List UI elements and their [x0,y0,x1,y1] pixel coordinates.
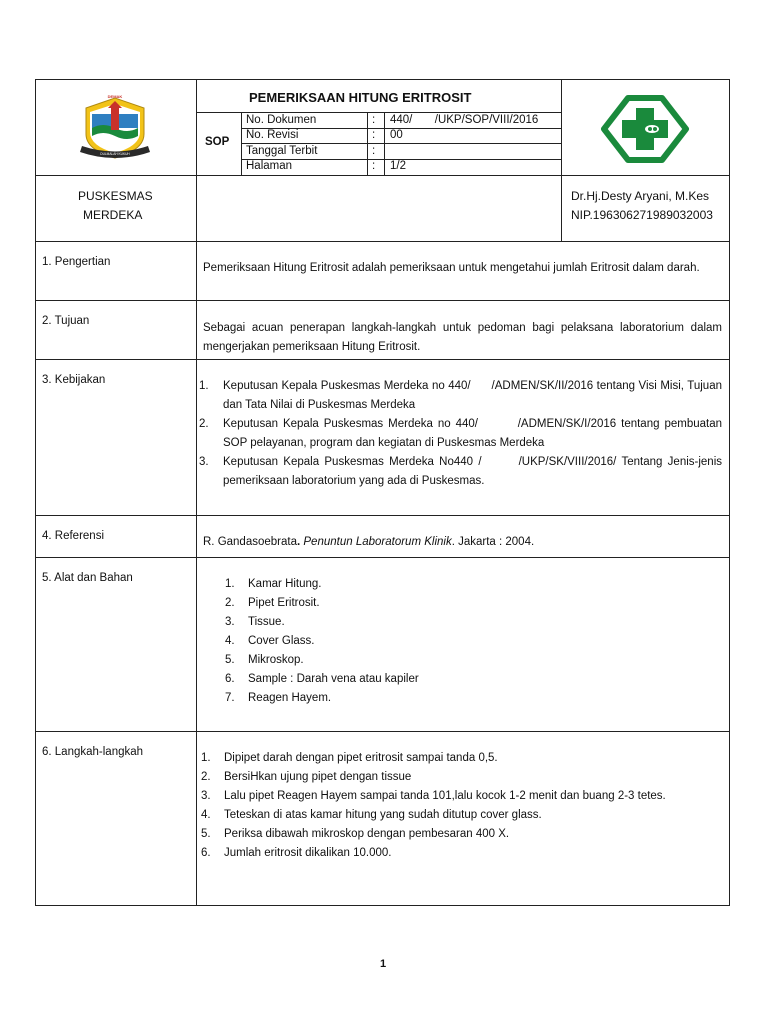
list-item [199,453,726,491]
section-text-tujuan: Sebagai acuan penerapan langkah-langkah untuk pedoman bagi pelaksana laboratorium dalam mengerjakan pemeriksaan Hitung Eritrosit. [203,322,722,353]
org-name-line1: PUSKESMAS [78,189,153,203]
svg-text:DEMAK: DEMAK [107,94,123,99]
list-item-number: 5. [201,828,211,840]
list-item-number: 3. [199,456,209,468]
signer-name: Dr.Hj.Desty Aryani, M.Kes [571,189,710,203]
list-item-number: 3. [225,616,235,628]
field-sep: : [372,129,376,141]
list-item-text: Keputusan Kepala Puskesmas Merdeka no 440/ /ADMEN/SK/I/2016 tentang pembuatan SOP pelayanan, program dan kegiatan di Puskesmas Merdeka [223,418,726,449]
list-item [201,768,722,787]
list-item [199,415,726,453]
list-item-number: 6. [225,673,235,685]
section-label-kebijakan: 3. Kebijakan [42,374,106,386]
list-item-text: Dipipet darah dengan pipet eritrosit sampai tanda 0,5. [224,752,498,764]
list-item-number: 2. [225,597,235,609]
document-title: PEMERIKSAAN HITUNG ERITROSIT [249,90,472,105]
list-item [225,575,625,594]
list-item-text: Kamar Hitung. [248,578,322,590]
field-sep: : [372,114,376,126]
list-item [225,670,625,689]
regency-logo [78,94,152,162]
list-item [225,651,625,670]
kebijakan-list [199,377,726,491]
list-item [225,689,625,708]
field-sep: : [372,145,376,157]
list-item-number: 1. [225,578,235,590]
list-item [201,844,722,863]
reference-author: R. Gandasoebrata [203,536,297,548]
list-item-number: 1. [199,380,209,392]
langkah-list [201,749,722,863]
field-value: 1/2 [390,160,406,172]
section-label-referensi: 4. Referensi [42,530,105,542]
section-label-tujuan: 2. Tujuan [42,315,90,327]
field-value: 00 [390,129,403,141]
list-item [201,749,722,768]
section-label-alat: 5. Alat dan Bahan [42,572,133,584]
signer-nip: NIP.196306271989032003 [571,208,713,222]
list-item [225,594,625,613]
list-item-text: Reagen Hayem. [248,692,332,704]
svg-text:DULMALAH KUKUH: DULMALAH KUKUH [100,152,130,156]
list-item-text: Mikroskop. [248,654,304,666]
reference-citation [203,535,534,549]
list-item-number: 2. [201,771,211,783]
reference-rest: . Jakarta : 2004. [451,536,535,548]
field-label: Halaman [246,160,293,172]
list-item-text: Teteskan di atas kamar hitung yang sudah ditutup cover glass. [224,809,542,821]
list-item-text: Periksa dibawah mikroskop dengan pembesaran 400 X. [224,828,510,840]
list-item-number: 1. [201,752,211,764]
reference-book: Penuntun Laboratorum Klinik [300,536,452,548]
list-item [201,806,722,825]
field-sep: : [372,160,376,172]
list-item-text: Sample : Darah vena atau kapiler [248,673,419,685]
field-label: No. Revisi [246,129,299,141]
field-value: 440/ /UKP/SOP/VIII/2016 [390,114,539,126]
list-item [199,377,726,415]
list-item-number: 7. [225,692,235,704]
list-item-text: BersiHkan ujung pipet dengan tissue [224,771,412,783]
page-number: 1 [380,958,387,970]
sop-label: SOP [205,136,230,148]
list-item-text: Keputusan Kepala Puskesmas Merdeka No440 / /UKP/SK/VIII/2016/ Tentang Jenis-jenis pemeriksaan laboratorium yang ada di Puskesmas. [223,456,726,487]
list-item-text: Jumlah eritrosit dikalikan 10.000. [224,847,392,859]
list-item [201,787,722,806]
list-item-number: 3. [201,790,211,802]
list-item [225,613,625,632]
list-item-number: 5. [225,654,235,666]
list-item-text: Cover Glass. [248,635,315,647]
list-item-text: Tissue. [248,616,285,628]
section-label-pengertian: 1. Pengertian [42,256,111,268]
list-item-number: 4. [225,635,235,647]
section-label-langkah: 6. Langkah-langkah [42,746,144,758]
list-item-text: Pipet Eritrosit. [248,597,320,609]
puskesmas-cross-logo [598,94,692,164]
field-label: Tanggal Terbit [246,145,318,157]
list-item-number: 2. [199,418,209,430]
list-item-number: 6. [201,847,211,859]
list-item-text: Lalu pipet Reagen Hayem sampai tanda 101,lalu kocok 1-2 menit dan buang 2-3 tetes. [224,790,666,802]
list-item-number: 4. [201,809,211,821]
list-item [225,632,625,651]
org-name-line2: MERDEKA [83,208,143,222]
alat-list [225,575,625,708]
list-item-text: Keputusan Kepala Puskesmas Merdeka no 440/ /ADMEN/SK/II/2016 tentang Visi Misi, Tujuan dan Tata Nilai di Puskesmas Merdeka [223,380,726,411]
section-text-pengertian: Pemeriksaan Hitung Eritrosit adalah pemeriksaan untuk mengetahui jumlah Eritrosit dalam darah. [203,262,700,274]
field-label: No. Dokumen [246,114,317,126]
reference-dot: . [296,536,301,548]
list-item [201,825,722,844]
